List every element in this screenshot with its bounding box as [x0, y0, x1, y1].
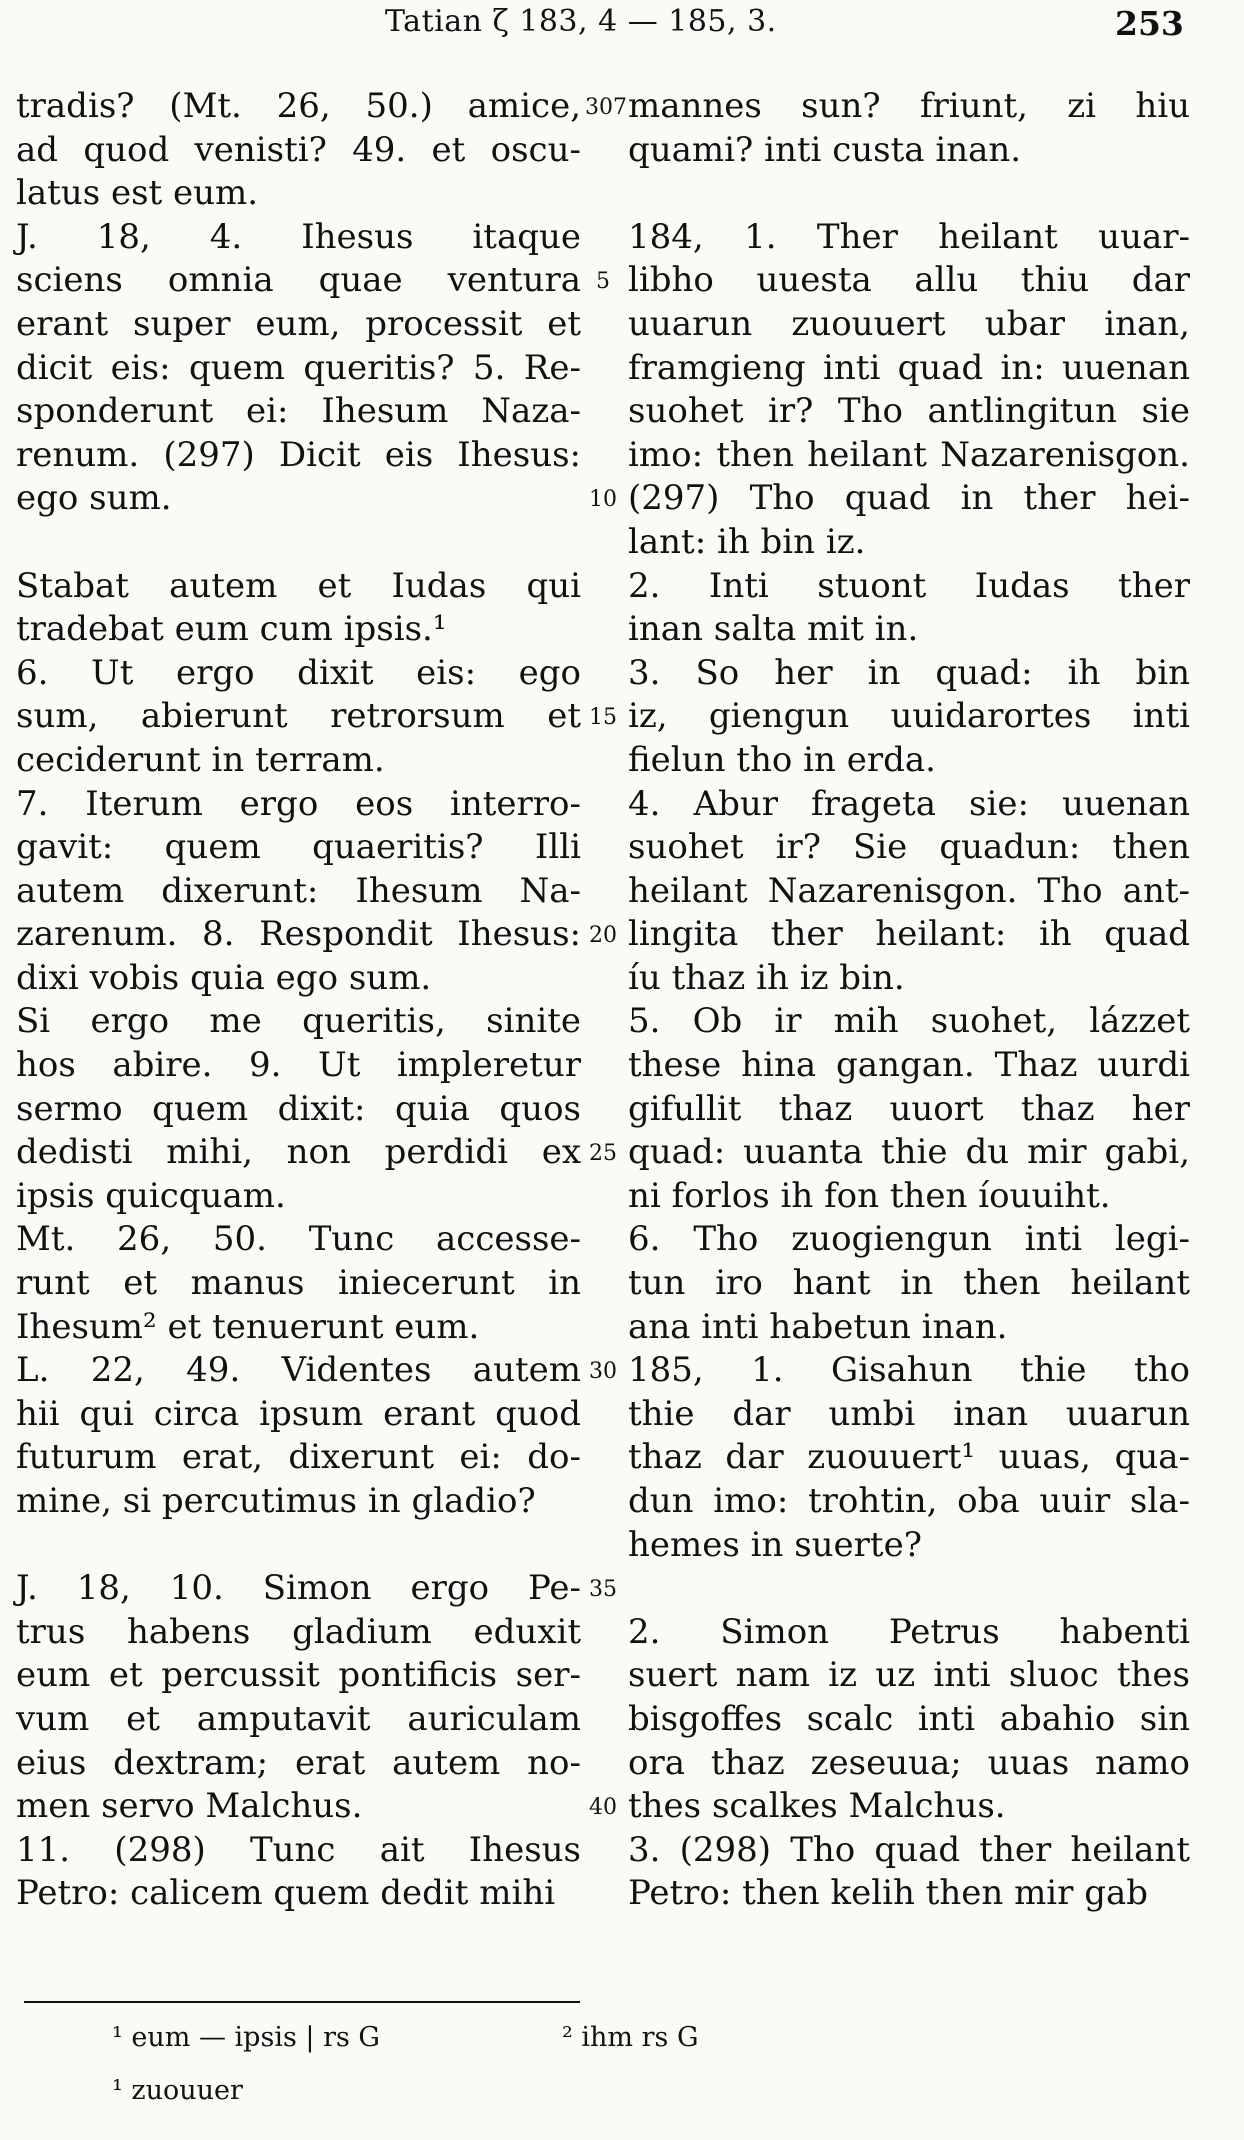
ohg-text-line: ana inti habetun inan.: [628, 1306, 1008, 1347]
latin-text-line: [16, 1524, 581, 1568]
ohg-text-line: íu thaz ih iz bin.: [628, 957, 905, 998]
ohg-text-line: quami? inti custa inan.: [628, 129, 1022, 170]
latin-text-line: gavit: quem quaeritis? Illi: [16, 827, 581, 868]
latin-text-line: J. 18, 4. Ihesus itaque: [16, 216, 581, 257]
page-number: 253: [1115, 4, 1184, 43]
ohg-text-line: thaz dar zuouuert¹ uuas, qua-: [628, 1437, 1190, 1478]
line-number: 15: [589, 705, 617, 731]
latin-text-line: Mt. 26, 50. Tunc accesse-: [16, 1219, 581, 1260]
ohg-text-line: thie dar umbi inan uuarun: [628, 1393, 1190, 1434]
latin-text-line: 6. Ut ergo dixit eis: ego: [16, 652, 581, 693]
latin-text-line: ad quod venisti? 49. et oscu-: [16, 129, 581, 170]
latin-text-line: vum et amputavit auriculam: [16, 1698, 581, 1739]
latin-text-line: men servo Malchus.: [16, 1786, 363, 1827]
line-number: 307: [585, 95, 627, 120]
ohg-text-line: libho uuesta allu thiu dar: [628, 260, 1190, 301]
ohg-text-line: Petro: then kelih then mir gab: [628, 1873, 1149, 1914]
latin-text-line: tradebat eum cum ipsis.¹: [16, 609, 447, 650]
ohg-text-line: suohet ir? Sie quadun: then: [628, 827, 1190, 868]
ohg-text-line: bisgoffes scalc inti abahio sin: [628, 1698, 1190, 1739]
latin-text-line: [16, 521, 581, 565]
line-number: 25: [589, 1141, 617, 1167]
latin-text-line: hos abire. 9. Ut impleretur: [16, 1045, 581, 1086]
ohg-text-line: heilant Nazarenisgon. Tho ant-: [628, 870, 1190, 911]
latin-text-line: autem dixerunt: Ihesum Na-: [16, 870, 581, 911]
ohg-text-line: suohet ir? Tho antlingitun sie: [628, 391, 1190, 432]
latin-text-line: dixi vobis quia ego sum.: [16, 957, 432, 998]
ohg-text-line: gifullit thaz uuort thaz her: [628, 1088, 1190, 1129]
ohg-text-line: uuarun zuouuert ubar inan,: [628, 303, 1190, 344]
running-title: Tatian ζ 183, 4 — 185, 3.: [385, 4, 777, 39]
latin-text-line: eum et percussit pontificis ser-: [16, 1655, 581, 1696]
latin-text-line: sponderunt ei: Ihesum Naza-: [16, 391, 581, 432]
ohg-text-line: 4. Abur frageta sie: uuenan: [628, 783, 1190, 824]
ohg-text-line: ni forlos ih fon then íouuiht.: [628, 1175, 1111, 1216]
ohg-text-line: 2. Simon Petrus habenti: [628, 1611, 1190, 1652]
ohg-text-line: thes scalkes Malchus.: [628, 1786, 1006, 1827]
latin-text-line: Ihesum² et tenuerunt eum.: [16, 1306, 480, 1347]
ohg-text-line: 3. So her in quad: ih bin: [628, 652, 1190, 693]
latin-text-line: Si ergo me queritis, sinite: [16, 1001, 581, 1042]
latin-text-line: 11. (298) Tunc ait Ihesus: [16, 1829, 581, 1870]
ohg-text-line: 184, 1. Ther heilant uuar-: [628, 216, 1190, 257]
ohg-text-line: these hina gangan. Thaz uurdi: [628, 1045, 1190, 1086]
latin-text-line: latus est eum.: [16, 173, 259, 214]
ohg-text-line: framgieng inti quad in: uuenan: [628, 347, 1190, 388]
ohg-text-line: mannes sun? friunt, zi hiu: [628, 86, 1190, 126]
latin-column: [16, 85, 581, 1916]
line-number: 5: [596, 269, 610, 295]
latin-text-line: dedisti mihi, non perdidi ex: [16, 1132, 581, 1173]
ohg-text-line: suert nam iz uz inti sluoc thes: [628, 1655, 1190, 1696]
footnote-ohg-1: ¹ zuouuer: [112, 2075, 243, 2106]
line-number: 20: [589, 923, 617, 949]
latin-text-line: sermo quem dixit: quia quos: [16, 1088, 581, 1129]
footnote-latin-2: ² ihm rs G: [562, 2022, 699, 2053]
latin-text-line: tradis? (Mt. 26, 50.) amice,: [16, 86, 581, 126]
latin-text-line: dicit eis: quem queritis? 5. Re-: [16, 347, 581, 388]
latin-text-line: ipsis quicquam.: [16, 1175, 286, 1216]
ohg-text-line: imo: then heilant Nazarenisgon.: [628, 434, 1190, 475]
latin-text-line: ceciderunt in terram.: [16, 739, 385, 780]
line-number: 35: [589, 1577, 617, 1603]
ohg-text-line: dun imo: trohtin, oba uuir sla-: [628, 1481, 1190, 1521]
footnote-rule: [24, 2001, 580, 2003]
ohg-text-line: ora thaz zeseuua; uuas namo: [628, 1742, 1190, 1783]
latin-text-line: Stabat autem et Iudas qui: [16, 565, 581, 606]
ohg-text-line: [628, 172, 1190, 216]
latin-text-line: runt et manus iniecerunt in: [16, 1263, 581, 1304]
running-header: [0, 4, 1244, 48]
latin-text-line: J. 18, 10. Simon ergo Pe-: [16, 1568, 581, 1609]
ohg-text-line: 185, 1. Gisahun thie tho: [628, 1350, 1190, 1391]
line-number: 40: [589, 1795, 617, 1821]
latin-text-line: 7. Iterum ergo eos interro-: [16, 783, 581, 824]
ohg-text-line: inan salta mit in.: [628, 609, 919, 650]
latin-text-line: hii qui circa ipsum erant quod: [16, 1393, 581, 1434]
line-number: 10: [589, 487, 617, 513]
ohg-text-line: lant: ih bin iz.: [628, 521, 866, 562]
ohg-text-line: fielun tho in erda.: [628, 739, 936, 780]
footnote-latin-1: ¹ eum — ipsis | rs G: [112, 2022, 380, 2053]
latin-text-line: zarenum. 8. Respondit Ihesus:: [16, 914, 581, 955]
latin-text-line: mine, si percutimus in gladio?: [16, 1481, 536, 1521]
ohg-text-line: 2. Inti stuont Iudas ther: [628, 565, 1190, 606]
latin-text-line: sciens omnia quae ventura: [16, 260, 581, 301]
ohg-text-line: quad: uuanta thie du mir gabi,: [628, 1132, 1190, 1173]
ohg-text-line: (297) Tho quad in ther hei-: [628, 478, 1190, 519]
ohg-text-line: iz, giengun uuidarortes inti: [628, 696, 1190, 737]
latin-text-line: futurum erat, dixerunt ei: do-: [16, 1437, 581, 1478]
ohg-text-line: lingita ther heilant: ih quad: [628, 914, 1190, 955]
line-number: 30: [589, 1359, 617, 1385]
latin-text-line: trus habens gladium eduxit: [16, 1611, 581, 1652]
ohg-text-line: 5. Ob ir mih suohet, lázzet: [628, 1001, 1190, 1042]
ohg-text-line: 6. Tho zuogiengun inti legi-: [628, 1219, 1190, 1260]
latin-text-line: renum. (297) Dicit eis Ihesus:: [16, 434, 581, 475]
latin-text-line: Petro: calicem quem dedit mihi: [16, 1873, 556, 1914]
ohg-text-line: tun iro hant in then heilant: [628, 1263, 1190, 1304]
ohg-text-line: [628, 1567, 1190, 1611]
latin-text-line: eius dextram; erat autem no-: [16, 1742, 581, 1783]
old-high-german-column: [628, 85, 1190, 1916]
latin-text-line: sum, abierunt retrorsum et: [16, 696, 581, 737]
ohg-text-line: 3. (298) Tho quad ther heilant: [628, 1829, 1190, 1870]
latin-text-line: ego sum.: [16, 478, 172, 519]
ohg-text-line: hemes in suerte?: [628, 1524, 922, 1565]
latin-text-line: erant super eum, processit et: [16, 303, 581, 344]
latin-text-line: L. 22, 49. Videntes autem: [16, 1350, 581, 1391]
